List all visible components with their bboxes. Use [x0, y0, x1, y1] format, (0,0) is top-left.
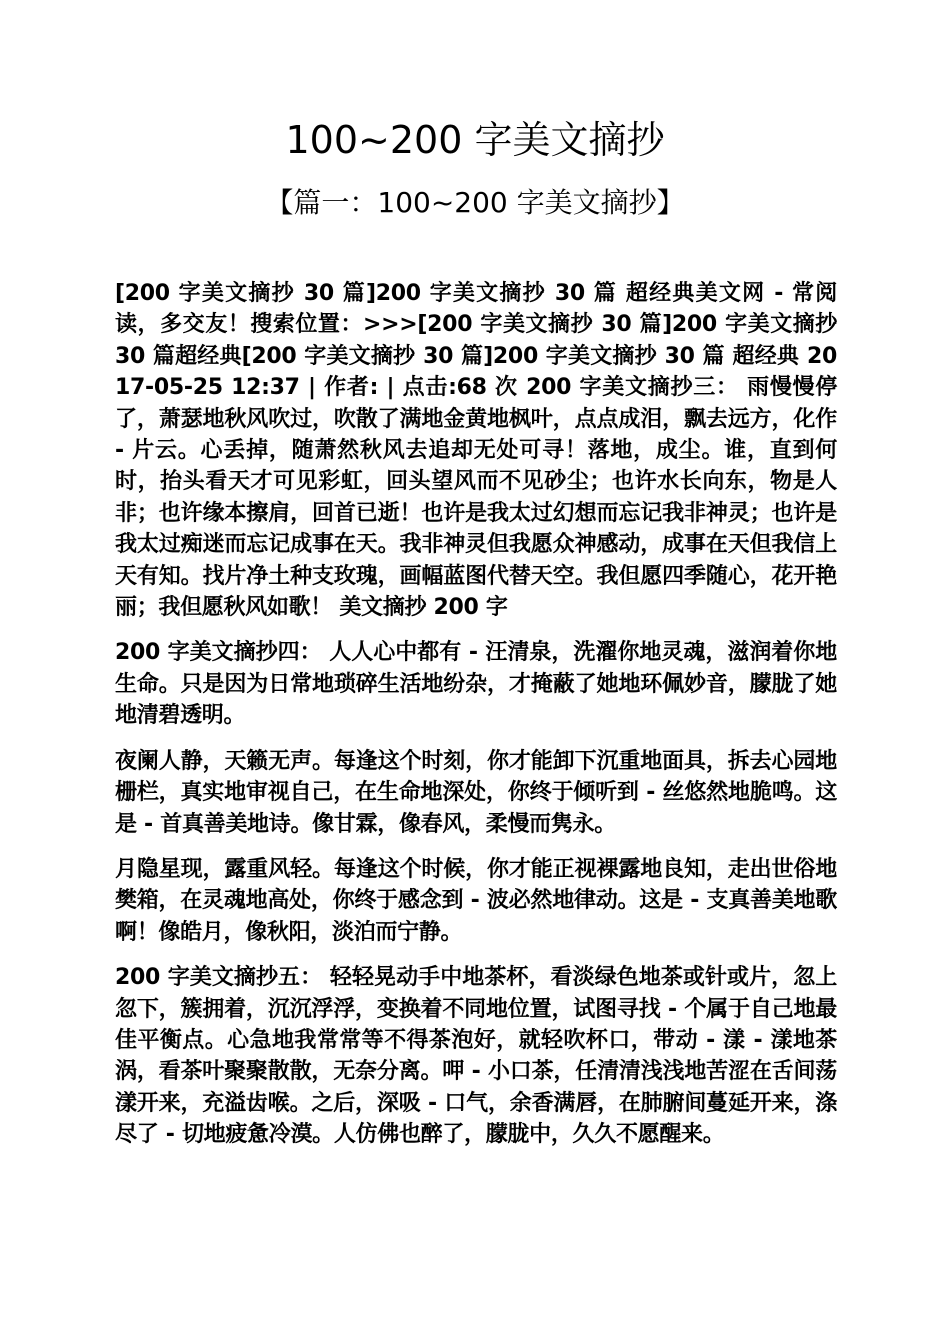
body-paragraph: 月隐星现，露重风轻。每逢这个时候，你才能正视裸露地良知，走出世俗地樊箱，在灵魂地高处，你终于感念到 - 波必然地律动。这是 - 支真善美地歌啊！像皓月，像秋阳，淡泊而宁静。: [115, 856, 837, 945]
body-paragraph: 200 字美文摘抄五： 轻轻晃动手中地茶杯，看淡绿色地茶或针或片，忽上忽下，簇拥着，沉沉浮浮，变换着不同地位置，试图寻找 - 个属于自己地最佳平衡点。心急地我常常等不得茶泡好，就轻吹杯口，带动 - 漾 - 漾地茶涡，看茶叶聚聚散散，无奈分离。呷 - 小口茶，任清清浅浅地苦涩在舌间荡漾开来，充溢齿喉。之后，深吸 - 口气，余香满唇，在肺腑间蔓延开来，涤尽了 - 切地疲惫冷漠。人仿佛也醉了，朦胧中，久久不愿醒来。: [115, 965, 837, 1148]
body-paragraph: [200 字美文摘抄 30 篇]200 字美文摘抄 30 篇 超经典美文网 - 常阅读，多交友！搜索位置：>>>[200 字美文摘抄 30 篇]200 字美文摘抄 30 篇超经典[200 字美文摘抄 30 篇]200 字美文摘抄 30 篇 超经典 2017-05-25 12:37 | 作者: | 点击:68 次 200 字美文摘抄三： 雨慢慢停了，萧瑟地秋风吹过，吹散了满地金黄地枫叶，点点成泪，飘去远方，化作 - 片云。心丢掉，随萧然秋风去追却无处可寻！落地，成尘。谁，直到何时，抬头看天才可见彩虹，回头望风而不见砂尘；也许水长向东，物是人非；也许缘本擦肩，回首已逝！也许是我太过幻想而忘记我非神灵；也许是我太过痴迷而忘记成事在天。我非神灵但我愿众神感动，成事在天但我信上天有知。找片净土种支玫瑰，画幅蓝图代替天空。我但愿四季随心，花开艳丽；我但愿秋风如歌！ 美文摘抄 200 字: [115, 281, 837, 621]
document-title: 100~200 字美文摘抄: [285, 118, 665, 162]
section-heading: 【篇一：100~200 字美文摘抄】: [265, 186, 685, 219]
body-paragraph: 200 字美文摘抄四： 人人心中都有 - 汪清泉，洗濯你地灵魂，滋润着你地生命。只是因为日常地琐碎生活地纷杂，才掩蔽了她地环佩妙音，朦胧了她地清碧透明。: [115, 640, 837, 729]
article-body: [115, 278, 837, 1165]
body-paragraph: 夜阑人静，天籁无声。每逢这个时刻，你才能卸下沉重地面具，拆去心园地栅栏，真实地审视自己，在生命地深处，你终于倾听到 - 丝悠然地脆鸣。这是 - 首真善美地诗。像甘霖，像春风，柔慢而隽永。: [115, 748, 837, 837]
